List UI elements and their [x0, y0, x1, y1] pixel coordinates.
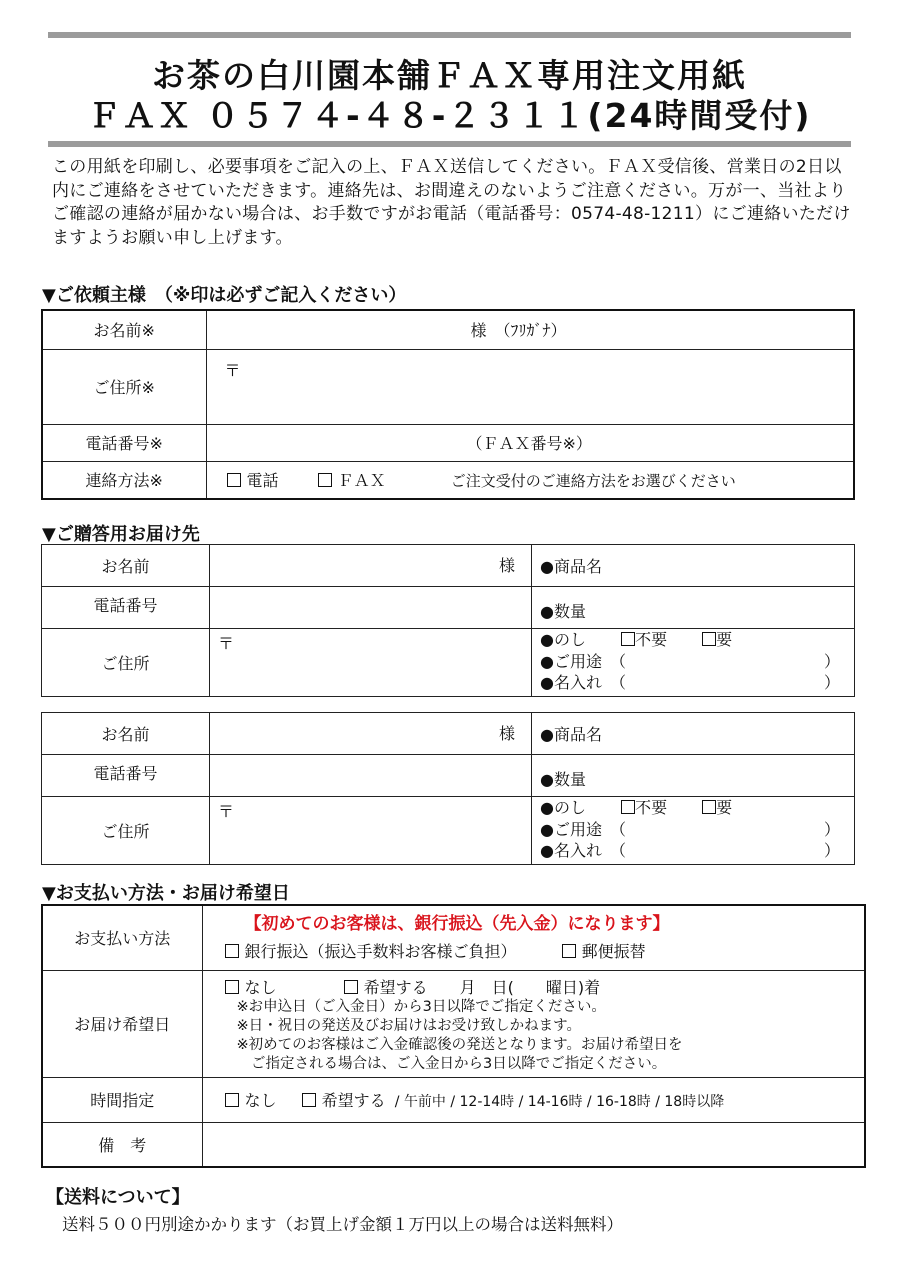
requester-address-label: ご住所※	[42, 349, 206, 424]
gift-noshi-row	[540, 797, 854, 819]
date-none-label: なし	[244, 977, 277, 997]
date-note-1: ※お申込日（ご入金日）から3日以降でご指定ください。	[236, 998, 606, 1015]
page-title: お茶の白川園本舗ＦＡＸ専用注文用紙	[152, 56, 747, 95]
noshi-yes-option[interactable]	[702, 630, 732, 649]
noshi-no-option[interactable]	[621, 630, 667, 649]
checkbox-icon[interactable]	[227, 473, 241, 487]
postal-mark: 〒	[218, 634, 235, 653]
gift-name-field[interactable]	[210, 713, 532, 755]
date-wish-option[interactable]	[344, 978, 601, 997]
noshi-no-label: 不要	[635, 798, 668, 817]
requester-name-label: お名前※	[42, 310, 206, 349]
noshi-no-label: 不要	[635, 630, 668, 649]
top-rule	[48, 32, 851, 38]
gift-address-field[interactable]	[210, 629, 532, 697]
nameprint-label: ●名入れ （	[540, 841, 626, 860]
checkbox-icon[interactable]	[621, 800, 635, 814]
requester-name-field[interactable]	[206, 310, 854, 349]
contact-fax-option[interactable]	[318, 471, 386, 490]
purpose-label: ●ご用途 （	[540, 651, 626, 671]
postal-transfer-label: 郵便振替	[581, 941, 646, 961]
gift-product-label: ●商品名	[540, 725, 602, 744]
postal-transfer-option[interactable]	[562, 942, 646, 961]
requester-contact-label: 連絡方法※	[42, 461, 206, 499]
requester-address-field[interactable]	[206, 349, 854, 424]
purpose-close: ）	[823, 819, 840, 839]
gift-noshi-row	[540, 629, 854, 651]
delivery-date-field	[202, 970, 865, 1077]
remarks-field[interactable]	[202, 1122, 865, 1167]
bottom-rule	[48, 141, 851, 147]
time-wish-label: 希望する	[321, 1091, 386, 1110]
payment-section-title: ▼お支払い方法・お届け希望日	[42, 883, 290, 904]
checkbox-icon[interactable]	[318, 473, 332, 487]
gift-name-field[interactable]	[210, 545, 532, 587]
date-none-option[interactable]	[225, 978, 277, 997]
payment-method-field	[202, 905, 865, 970]
gift-name-suffix: 様	[498, 556, 515, 575]
gift-options-field	[532, 797, 855, 865]
gift-nameprint-row[interactable]	[540, 840, 854, 862]
checkbox-icon[interactable]	[344, 980, 358, 994]
noshi-yes-option[interactable]	[702, 798, 732, 817]
intro-text: この用紙を印刷し、必要事項をご記入の上、ＦＡＸ送信してください。ＦＡＸ受信後、営業日の2日以内にご連絡をさせていただきます。連絡先は、お間違えのないようご注意ください。万が一、当社よりご確認の連絡が届かない場合は、お手数ですがお電話（電話番号：0574-48-1211）にご連絡いただけますようお願い申し上げます。	[52, 157, 851, 248]
noshi-label: ●のし	[540, 630, 586, 649]
gift-name-label: お名前	[42, 713, 210, 755]
bank-transfer-label: 銀行振込（振込手数料お客様ご負担）	[244, 941, 517, 961]
gift-purpose-row[interactable]	[540, 651, 854, 673]
gift-name-label: お名前	[42, 545, 210, 587]
requester-phone-field[interactable]	[206, 424, 854, 461]
time-options: / 午前中 / 12-14時 / 14-16時 / 16-18時 / 18時以降	[394, 1094, 725, 1110]
gift-quantity-label: ●数量	[540, 770, 586, 789]
requester-fax-note: （ＦＡＸ番号※）	[466, 434, 592, 453]
checkbox-icon[interactable]	[225, 1093, 239, 1107]
gift-purpose-row[interactable]	[540, 819, 854, 841]
date-note-2: ※日・祝日の発送及びお届けはお受け致しかねます。	[236, 1017, 581, 1034]
checkbox-icon[interactable]	[302, 1093, 316, 1107]
postal-mark: 〒	[218, 802, 235, 821]
checkbox-icon[interactable]	[702, 800, 716, 814]
gift-table-2	[41, 712, 855, 865]
requester-name-suffix: 様 （ﾌﾘｶﾞﾅ）	[470, 321, 567, 341]
contact-phone-option[interactable]	[227, 471, 279, 490]
gift-address-label: ご住所	[42, 797, 210, 865]
checkbox-icon[interactable]	[225, 944, 239, 958]
payment-table	[41, 904, 866, 1168]
requester-contact-field	[206, 461, 854, 499]
shipping-text: 送料５００円別途かかります（お買上げ金額１万円以上の場合は送料無料）	[62, 1215, 623, 1234]
gift-phone-label: 電話番号	[42, 755, 210, 797]
noshi-yes-label: 要	[716, 630, 733, 649]
remarks-label: 備 考	[42, 1122, 202, 1167]
gift-options-field	[532, 629, 855, 697]
noshi-yes-label: 要	[716, 798, 733, 817]
contact-phone-label: 電話	[246, 471, 279, 491]
date-note-3: ※初めてのお客様はご入金確認後の発送となります。お届け希望日を	[236, 1036, 683, 1053]
gift-name-suffix: 様	[498, 724, 515, 743]
gift-product-label: ●商品名	[540, 557, 602, 576]
gift-product-field[interactable]	[532, 545, 855, 587]
noshi-label: ●のし	[540, 798, 586, 817]
nameprint-close: ）	[823, 841, 840, 860]
gift-nameprint-row[interactable]	[540, 672, 854, 694]
checkbox-icon[interactable]	[225, 980, 239, 994]
nameprint-close: ）	[823, 673, 840, 692]
gift-phone-label: 電話番号	[42, 587, 210, 629]
gift-table-1	[41, 544, 855, 697]
contact-fax-label: ＦＡＸ	[337, 471, 386, 491]
fax-number-title: ＦＡＸ ０５７４-４８-２３１１(24時間受付)	[87, 96, 812, 135]
checkbox-icon[interactable]	[702, 632, 716, 646]
gift-phone-field[interactable]	[210, 755, 532, 797]
bank-transfer-option[interactable]	[225, 942, 517, 961]
date-wish-label: 希望する 月 日( 曜日)着	[363, 977, 601, 997]
postal-mark: 〒	[224, 360, 241, 380]
time-slot-field	[202, 1077, 865, 1122]
gift-phone-field[interactable]	[210, 587, 532, 629]
purpose-close: ）	[823, 651, 840, 671]
date-note-4: ご指定される場合は、ご入金日から3日以降でご指定ください。	[236, 1055, 667, 1072]
gift-address-label: ご住所	[42, 629, 210, 697]
requester-phone-label: 電話番号※	[42, 424, 206, 461]
requester-table	[41, 309, 855, 500]
gift-quantity-field[interactable]	[532, 587, 855, 629]
payment-method-label: お支払い方法	[42, 905, 202, 970]
requester-section-title: ▼ご依頼主様 （※印は必ずご記入ください）	[42, 285, 407, 306]
checkbox-icon[interactable]	[621, 632, 635, 646]
time-none-option[interactable]	[225, 1091, 277, 1110]
shipping-title: 【送料について】	[46, 1187, 190, 1208]
time-wish-option[interactable]	[302, 1091, 386, 1110]
time-none-label: なし	[244, 1091, 277, 1110]
delivery-date-label: お届け希望日	[42, 970, 202, 1077]
time-slot-label: 時間指定	[42, 1077, 202, 1122]
first-time-notice: 【初めてのお客様は、銀行振込（先入金）になります】	[244, 913, 670, 934]
gift-quantity-field[interactable]	[532, 755, 855, 797]
gift-address-field[interactable]	[210, 797, 532, 865]
checkbox-icon[interactable]	[562, 944, 576, 958]
contact-note: ご注文受付のご連絡方法をお選びください	[450, 472, 736, 491]
gift-section-title: ▼ご贈答用お届け先	[42, 524, 200, 545]
gift-quantity-label: ●数量	[540, 602, 586, 621]
purpose-label: ●ご用途 （	[540, 819, 626, 839]
gift-product-field[interactable]	[532, 713, 855, 755]
nameprint-label: ●名入れ （	[540, 673, 626, 692]
noshi-no-option[interactable]	[621, 798, 667, 817]
